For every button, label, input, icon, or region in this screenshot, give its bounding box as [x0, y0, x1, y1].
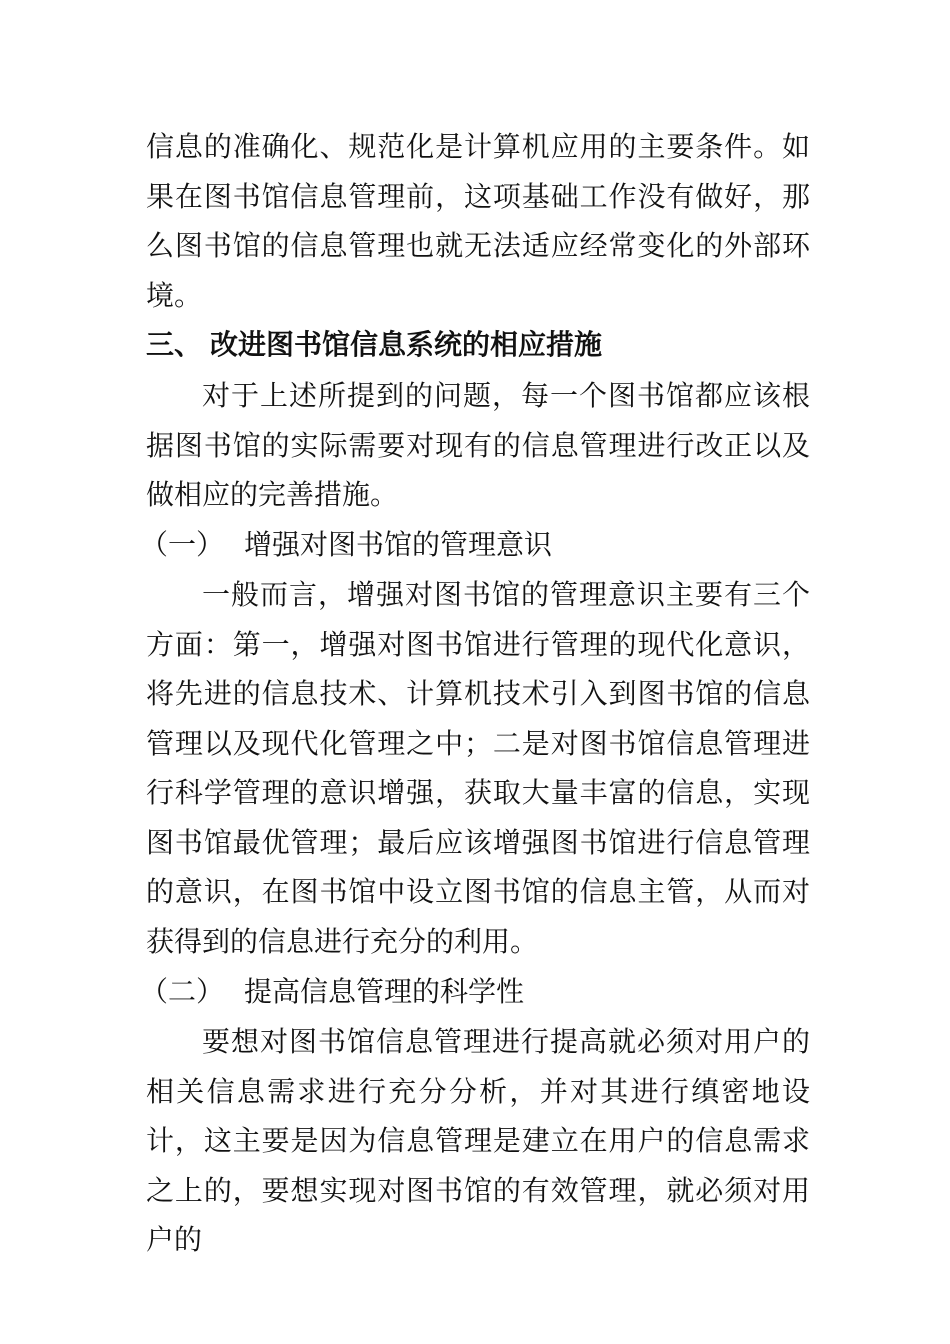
section-heading-3: [146, 320, 810, 370]
subsection-title: 提高信息管理的科学性: [244, 975, 525, 1008]
subsection-heading-2: [140, 967, 804, 1017]
subsection-heading-1: [140, 520, 804, 570]
paragraph-scientific-management: 要想对图书馆信息管理进行提高就必须对用户的相关信息需求进行充分分析，并对其进行缜密地设计，这主要是因为信息管理是建立在用户的信息需求之上的，要想实现对图书馆的有效管理，就必须对用户的: [146, 1025, 810, 1256]
subsection-number: （一）: [140, 528, 225, 561]
subsection-title: 增强对图书馆的管理意识: [244, 528, 553, 561]
section-title: 改进图书馆信息系统的相应措施: [210, 328, 603, 361]
section-number: 三、: [146, 328, 203, 361]
paragraph-intro: 信息的准确化、规范化是计算机应用的主要条件。如果在图书馆信息管理前，这项基础工作没有做好，那么图书馆的信息管理也就无法适应经常变化的外部环境。: [146, 130, 810, 312]
paragraph-management-awareness: 一般而言，增强对图书馆的管理意识主要有三个方面：第一，增强对图书馆进行管理的现代化意识，将先进的信息技术、计算机技术引入到图书馆的信息管理以及现代化管理之中；二是对图书馆信息管理进行科学管理的意识增强，获取大量丰富的信息，实现图书馆最优管理；最后应该增强图书馆进行信息管理的意识，在图书馆中设立图书馆的信息主管，从而对获得到的信息进行充分的利用。: [146, 578, 810, 958]
paragraph-section3-intro: 对于上述所提到的问题，每一个图书馆都应该根据图书馆的实际需要对现有的信息管理进行改正以及做相应的完善措施。: [146, 379, 810, 511]
subsection-number: （二）: [140, 975, 225, 1008]
